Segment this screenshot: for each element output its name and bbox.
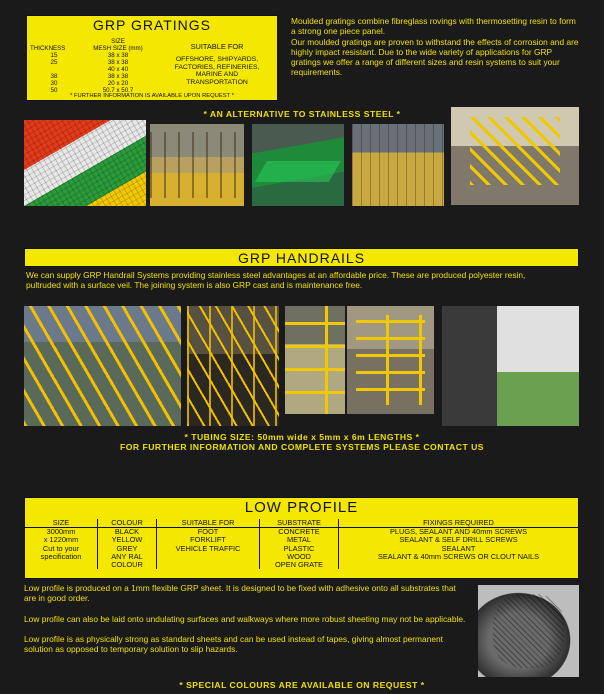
grating-row xyxy=(30,66,160,73)
handrails-title-box xyxy=(24,248,579,267)
suitable-cell xyxy=(157,528,260,570)
size-header: MESH SIZE (mm) xyxy=(93,45,143,52)
grating-size: 38 x 38 xyxy=(107,73,129,80)
suitable-item: FACTORIES, REFINERIES, xyxy=(174,63,260,71)
low-profile-box xyxy=(24,497,579,579)
gratings-spec-box xyxy=(26,15,278,101)
substrate-cell xyxy=(260,528,339,570)
handrail-photo-ladder xyxy=(442,306,579,426)
grating-rows xyxy=(30,52,160,94)
handrails-description: We can supply GRP Handrail Systems providing stainless steel advantages at an affordable price. These are produced polyester resin, pultruded with a surface veil. The joining system is also GRP cast and is maintenance free. xyxy=(26,270,526,291)
fixings-line: SEALANT xyxy=(441,543,476,553)
low-profile-table xyxy=(25,519,578,569)
size-line: specification xyxy=(40,551,82,561)
special-colours: * SPECIAL COLOURS ARE AVAILABLE ON REQUEST * xyxy=(179,680,425,690)
colour-line: BLACK xyxy=(114,527,140,537)
grating-row xyxy=(30,59,160,66)
handrails-contact: FOR FURTHER INFORMATION AND COMPLETE SYSTEMS PLEASE CONTACT US xyxy=(119,442,485,452)
grating-row xyxy=(30,73,160,80)
col-suitable-header: SUITABLE FOR xyxy=(157,519,260,528)
gratings-description xyxy=(291,16,581,78)
grating-thickness: 25 xyxy=(50,59,58,66)
grating-row xyxy=(30,52,160,59)
handrails-title: GRP HANDRAILS xyxy=(237,250,366,266)
fixings-line: PLUGS, SEALANT AND 40mm SCREWS xyxy=(389,527,528,537)
grating-photo-staircase xyxy=(451,107,579,205)
low-profile-data-row xyxy=(25,528,578,570)
col-colour-header: COLOUR xyxy=(98,519,157,528)
grating-photo-green xyxy=(252,124,344,206)
substrate-line: PLASTIC xyxy=(283,543,315,553)
grating-size: 38 x 38 xyxy=(107,59,129,66)
grating-photo-bridge xyxy=(352,124,444,206)
tubing-size: * TUBING SIZE: 50mm wide x 5mm x 6m LENGTHS * xyxy=(184,432,420,442)
suitable-item: MARINE AND xyxy=(195,71,239,79)
colour-line: ANY RAL xyxy=(111,551,143,561)
size-line: 3000mm xyxy=(46,527,76,537)
grating-thickness: 50 xyxy=(50,87,58,94)
colour-line: COLOUR xyxy=(111,560,143,570)
col-substrate-header: SUBSTRATE xyxy=(260,519,339,528)
fixings-line: SEALANT & SELF DRILL SCREWS xyxy=(399,535,518,545)
size-column xyxy=(79,38,157,52)
suitable-line: FORKLIFT xyxy=(190,535,226,545)
low-profile-photo-roll xyxy=(478,585,579,677)
grating-size: 50.7 x 50.7 xyxy=(102,87,134,94)
grating-thickness: 30 xyxy=(50,80,58,87)
grating-thickness: 38 xyxy=(50,73,58,80)
suitable-line: FOOT xyxy=(197,527,219,537)
low-profile-title: LOW PROFILE xyxy=(244,499,359,516)
colour-line: GREY xyxy=(116,543,138,553)
substrate-line: CONCRETE xyxy=(278,527,320,537)
grating-photo-coloured-panels xyxy=(24,120,146,206)
grating-thickness xyxy=(30,66,78,73)
fixings-cell xyxy=(339,528,579,570)
gratings-description-2: Our moulded gratings are proven to withstand the effects of corrosion and are highly impact resistant. Due to the wide variety of applications for GRP gratings we offer a range of different sizes and resin systems to suit your requirements. xyxy=(291,36,579,78)
grating-row xyxy=(30,80,160,87)
suitable-list xyxy=(159,56,275,86)
low-profile-para-1: Low profile is produced on a 1mm flexible GRP sheet. It is designed to be fixed with adhesive onto all substrates that are in good order. xyxy=(24,583,456,604)
col-size-header: SIZE xyxy=(25,519,98,528)
size-cell xyxy=(25,528,98,570)
grating-thickness: 15 xyxy=(50,52,58,59)
colour-cell xyxy=(98,528,157,570)
handrail-photo-stairs-indoor xyxy=(187,306,279,426)
fixings-line: SEALANT & 40mm SCREWS OR CLOUT NAILS xyxy=(377,551,540,561)
grating-size: 40 x 40 xyxy=(107,66,129,73)
grating-photo-walkway xyxy=(150,124,244,206)
gratings-description-1: Moulded gratings combine fibreglass rovings with thermosetting resin to form a strong one piece panel. xyxy=(291,16,576,37)
colour-line: YELLOW xyxy=(111,535,143,545)
further-info: * FURTHER INFORMATION IS AVAILABLE UPON REQUEST * xyxy=(70,93,234,99)
col-fixings-header: FIXINGS REQUIRED xyxy=(339,519,579,528)
grating-size: 38 x 38 xyxy=(107,52,129,59)
low-profile-text xyxy=(24,583,470,654)
size-line: Cut to your xyxy=(42,543,80,553)
size-line: x 1220mm xyxy=(43,535,79,545)
low-profile-para-2: Low profile can also be laid onto undulating surfaces and walkways where more robust sheeting may not be applicable. xyxy=(24,613,466,624)
handrail-photo-platform xyxy=(345,306,434,414)
thickness-header: THICKNESS xyxy=(30,45,66,52)
low-profile-para-3: Low profile is as physically strong as standard sheets and can be used instead of tapes, giving almost permanent solution as opposed to temporary solution to slip hazards. xyxy=(24,633,443,655)
suitable-item: TRANSPORTATION xyxy=(186,78,248,86)
substrate-line: METAL xyxy=(286,535,312,545)
grating-size: 20 x 20 xyxy=(107,80,129,87)
suitable-header: SUITABLE FOR xyxy=(190,42,244,51)
suitable-line: VEHICLE TRAFFIC xyxy=(175,543,241,553)
size-header-top: SIZE xyxy=(111,38,125,45)
substrate-line: WOOD xyxy=(287,551,311,561)
gratings-title: GRP GRATINGS xyxy=(92,17,212,33)
stainless-band: * AN ALTERNATIVE TO STAINLESS STEEL * xyxy=(203,109,401,119)
handrail-photo-stairs-outdoor xyxy=(24,306,181,426)
suitable-item: OFFSHORE, SHIPYARDS, xyxy=(175,56,259,63)
substrate-line: OPEN GRATE xyxy=(275,560,323,570)
